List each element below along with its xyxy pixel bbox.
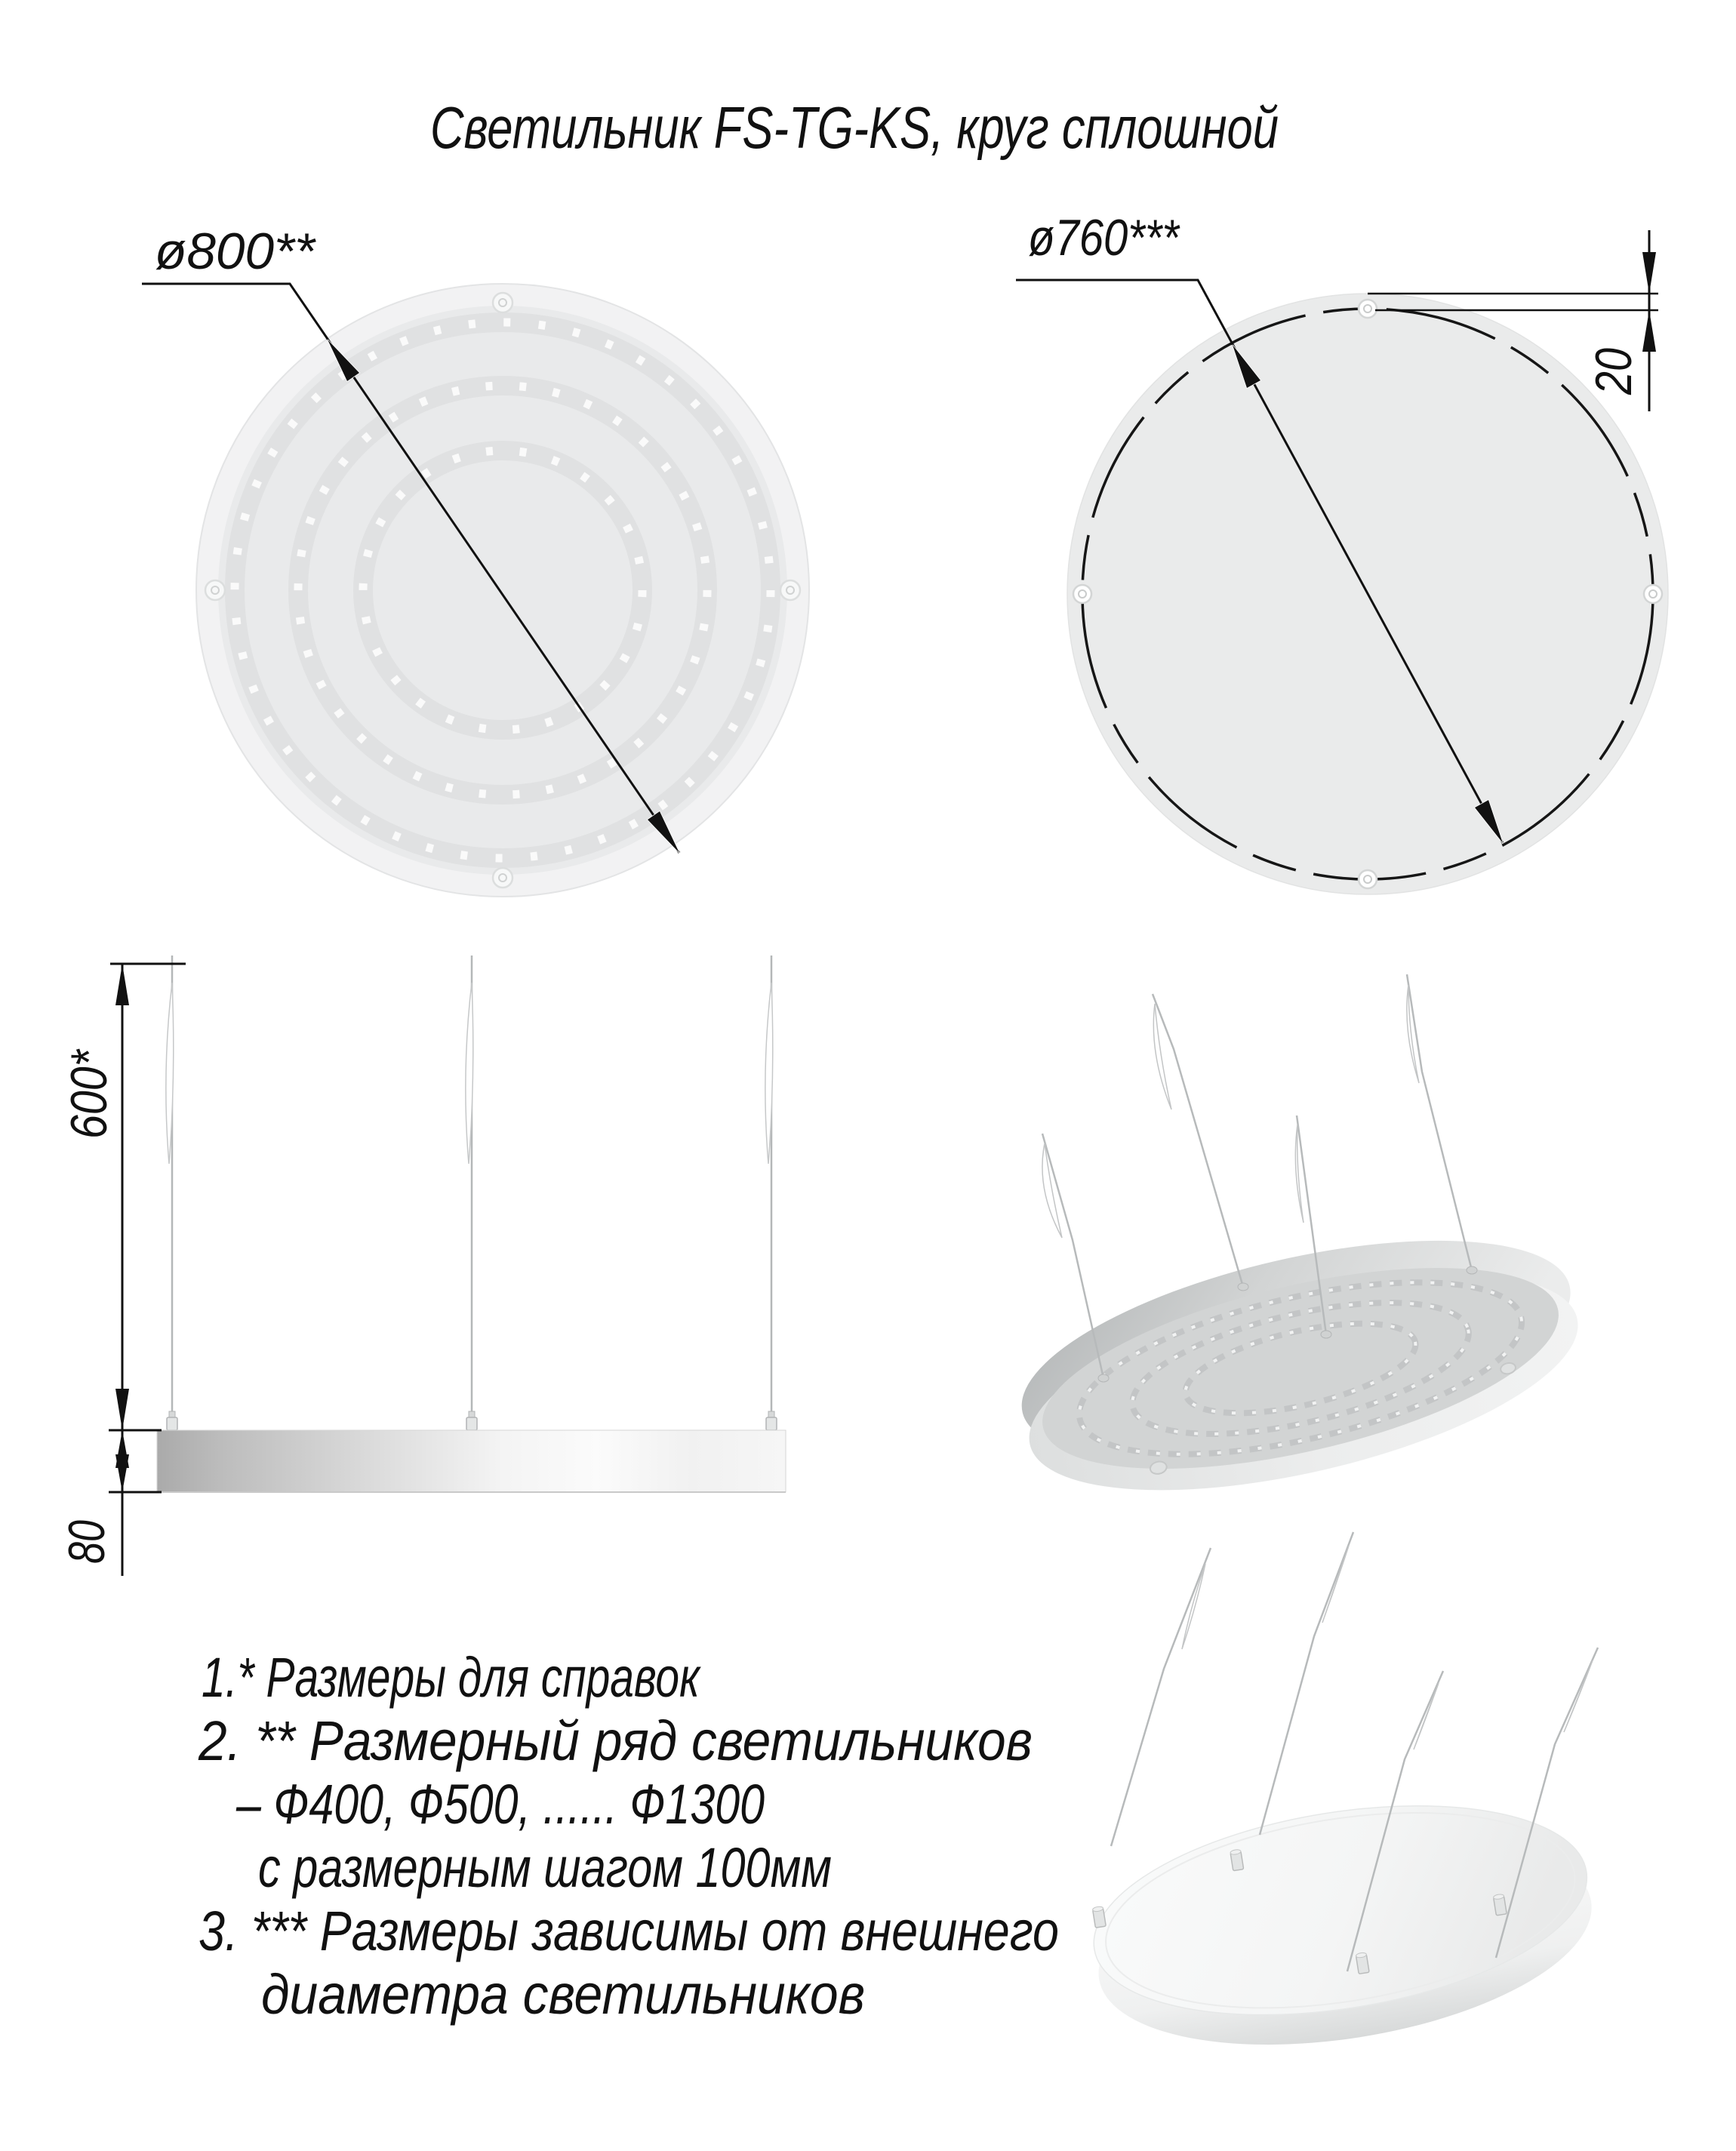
- notes-block: [198, 1646, 1059, 2026]
- back-diameter-label: ø760***: [1028, 209, 1181, 266]
- cable-adjusters: [166, 983, 773, 1164]
- page-title: Светильник FS-TG-KS, круг сплошной: [430, 94, 1279, 161]
- note-line-3: – Ф400, Ф500, ...... Ф1300: [235, 1773, 765, 1836]
- iso1-cable-adjusters: [1042, 985, 1419, 1238]
- iso2-cable-adjusters: [1182, 1546, 1593, 1749]
- front-view: [142, 223, 809, 897]
- lamp-body: [157, 1430, 786, 1492]
- cable-grippers: [167, 1411, 777, 1430]
- note-line-1: 1.* Размеры для справок: [202, 1646, 702, 1709]
- edge-offset-label: 20: [1585, 337, 1642, 395]
- front-diameter-label: ø800**: [155, 223, 317, 280]
- side-view: [58, 955, 786, 1576]
- note-line-4: с размерным шагом 100мм: [258, 1836, 832, 1899]
- iso-view-top-face: [1079, 1532, 1607, 2076]
- iso-view-bottom-face: [1002, 974, 1598, 1533]
- note-line-2: 2. ** Размерный ряд светильников: [198, 1709, 1033, 1772]
- note-line-6: диаметра светильников: [261, 1963, 865, 2026]
- note-line-5: 3. *** Размеры зависимы от внешнего: [199, 1900, 1059, 1962]
- body-height-label: 80: [58, 1506, 115, 1564]
- body-height-dimension: [58, 1430, 162, 1564]
- suspension-height-label: 600*: [60, 1033, 118, 1139]
- back-view: [1016, 209, 1668, 894]
